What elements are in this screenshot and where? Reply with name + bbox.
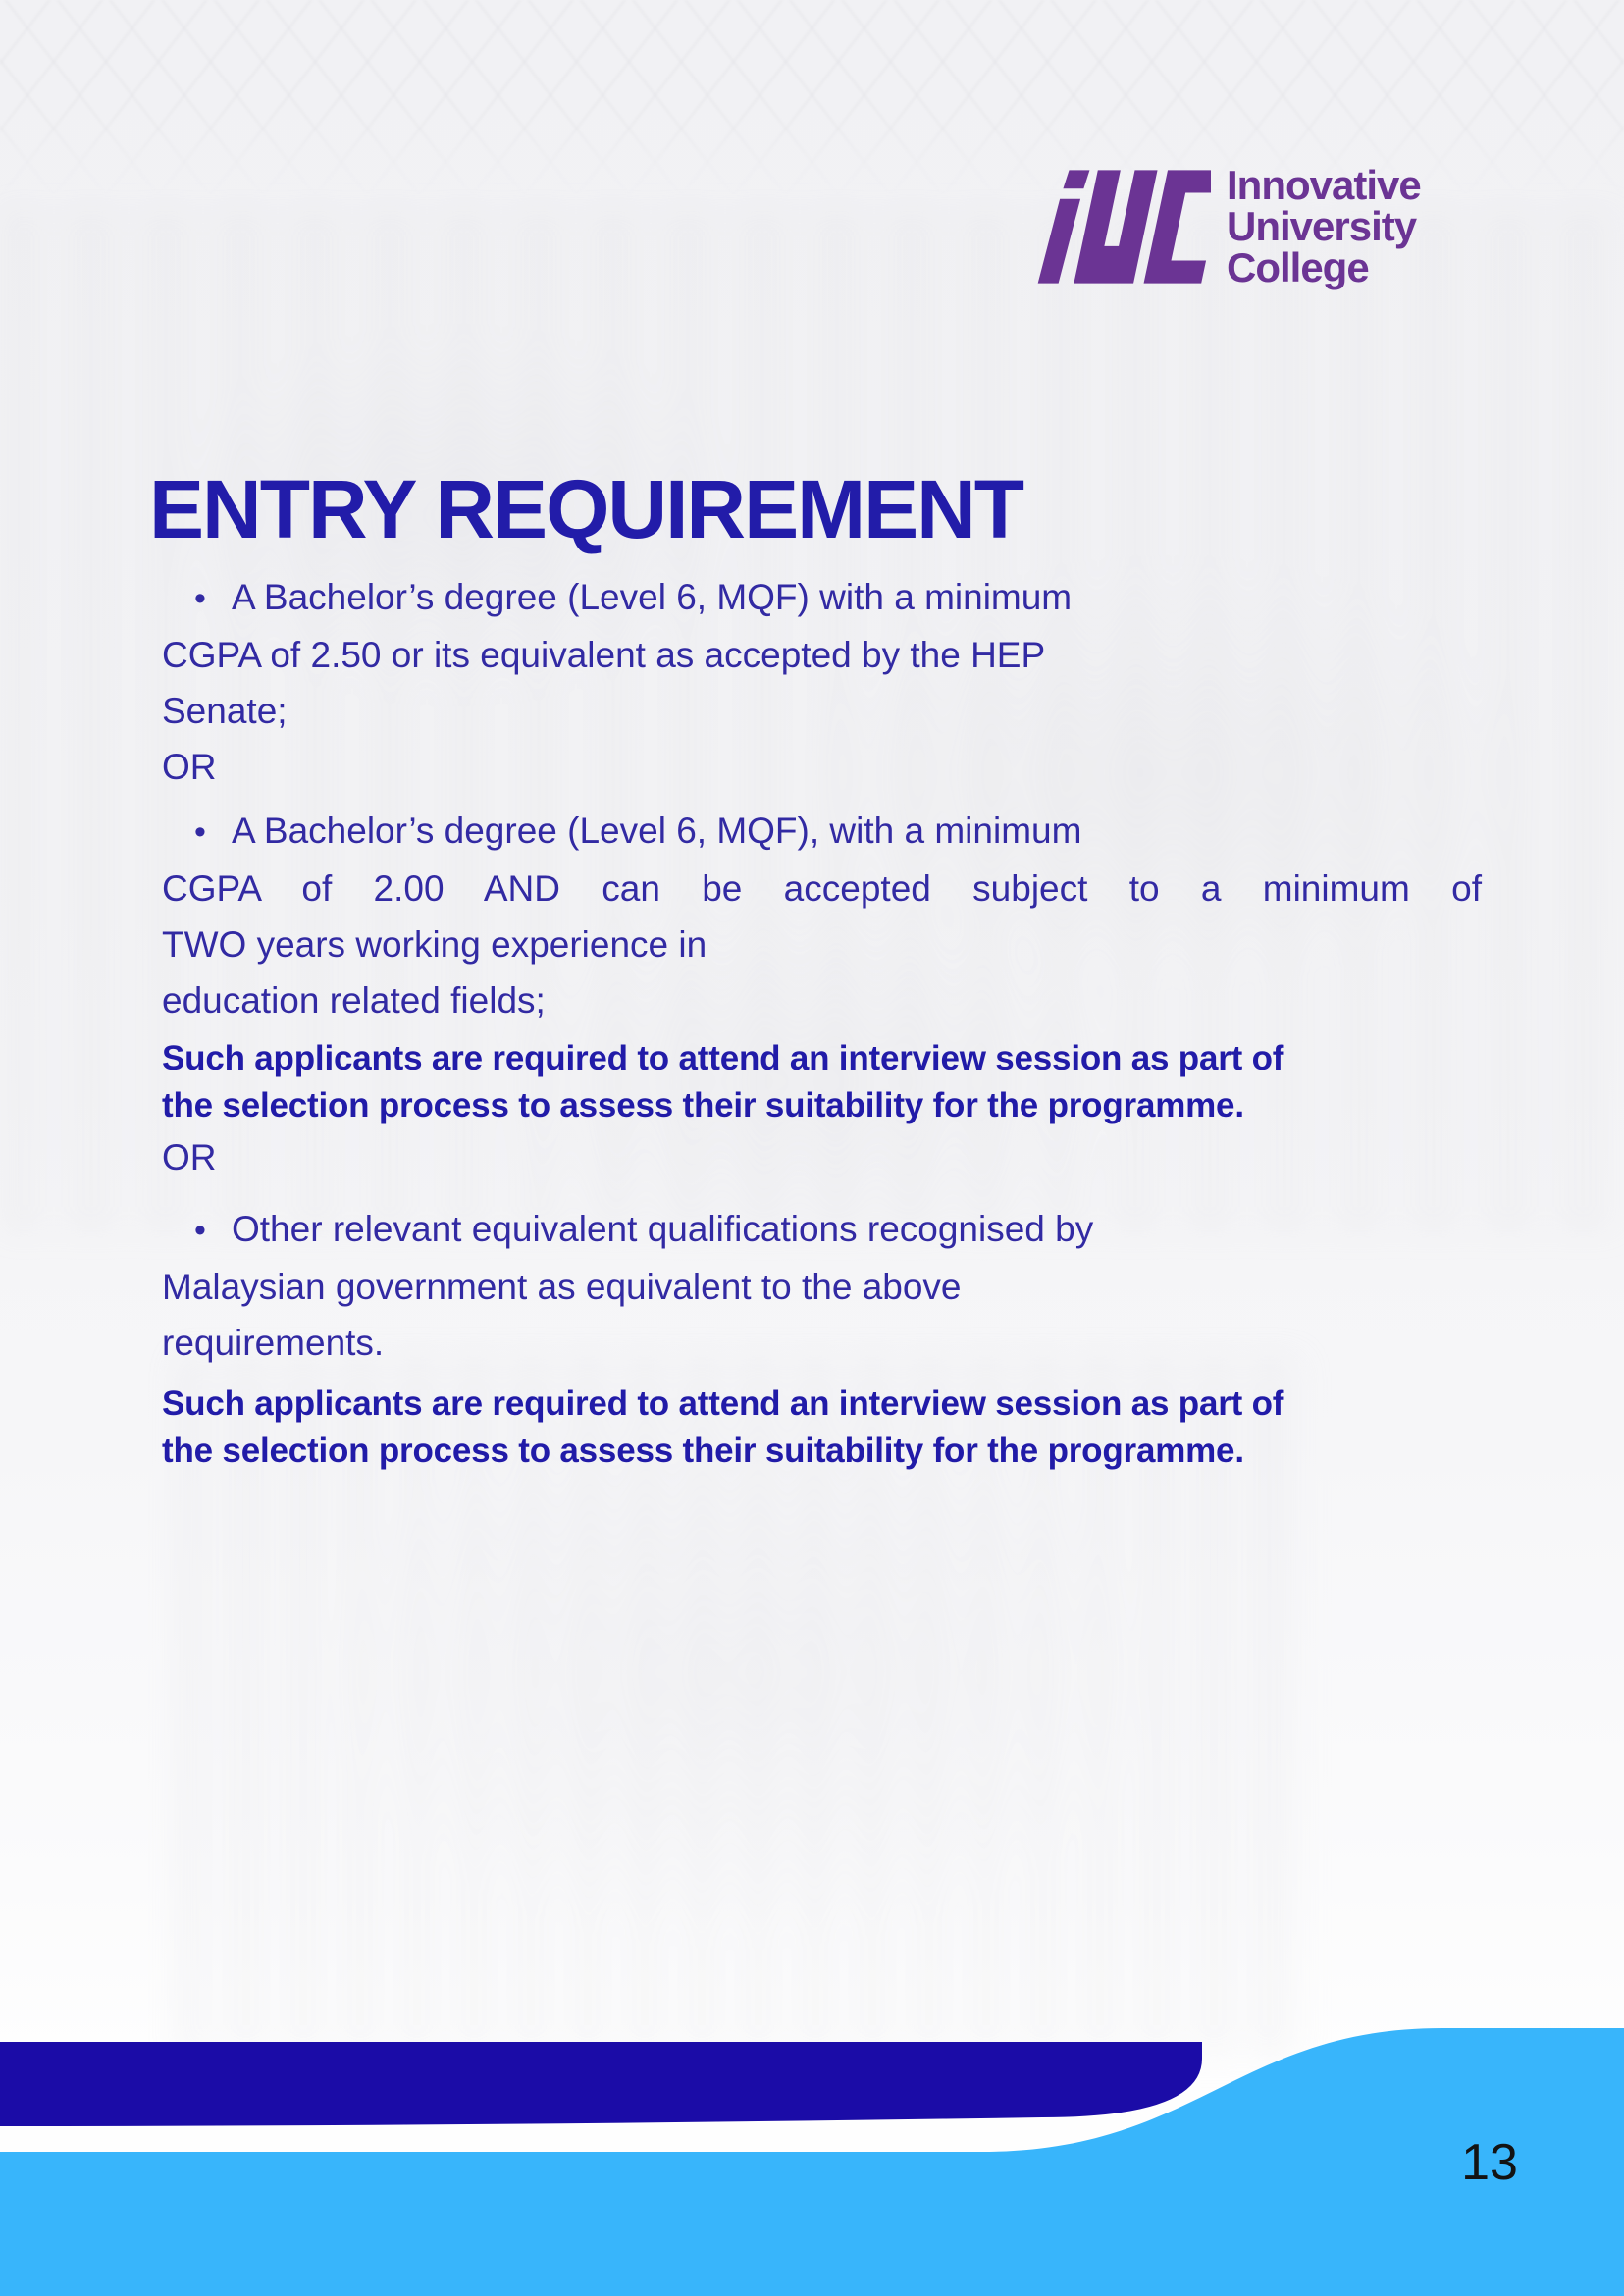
or-separator: OR bbox=[162, 747, 217, 787]
bullet-dot: • bbox=[194, 580, 206, 617]
iuc-monogram-icon bbox=[1036, 157, 1211, 296]
requirement-line: Senate; bbox=[162, 691, 288, 731]
requirement-line bbox=[162, 1201, 1482, 1259]
college-logo bbox=[1036, 157, 1421, 296]
college-name-line: University bbox=[1227, 203, 1417, 249]
requirement-line: TWO years working experience in bbox=[162, 924, 707, 965]
or-separator: OR bbox=[162, 1137, 217, 1177]
requirement-line: requirements. bbox=[162, 1323, 385, 1363]
requirement-line: Malaysian government as equivalent to the above bbox=[162, 1267, 962, 1307]
interview-note-line: Such applicants are required to attend an interview session as part of bbox=[162, 1384, 1284, 1423]
college-name-line: College bbox=[1227, 244, 1369, 290]
requirement-line bbox=[162, 803, 1482, 861]
college-name-line: Innovative bbox=[1227, 162, 1421, 208]
bullet-dot: • bbox=[194, 813, 206, 851]
requirement-line bbox=[162, 569, 1482, 627]
requirement-text: A Bachelor’s degree (Level 6, MQF) with a minimum bbox=[232, 577, 1073, 617]
interview-note-line: the selection process to assess their suitability for the programme. bbox=[162, 1432, 1244, 1470]
entry-requirements-text bbox=[162, 569, 1482, 1475]
requirement-line: education related fields; bbox=[162, 980, 546, 1020]
page-number: 13 bbox=[1461, 2134, 1518, 2191]
requirement-text: Other relevant equivalent qualifications recognised by bbox=[232, 1209, 1094, 1249]
requirement-text: A Bachelor’s degree (Level 6, MQF), with a minimum bbox=[232, 810, 1082, 851]
interview-note-line: Such applicants are required to attend an interview session as part of bbox=[162, 1039, 1284, 1077]
requirement-line: CGPA of 2.50 or its equivalent as accepted by the HEP bbox=[162, 635, 1046, 675]
interview-note-line: the selection process to assess their suitability for the programme. bbox=[162, 1086, 1244, 1124]
footer-wave-graphic bbox=[0, 2002, 1624, 2296]
bullet-dot: • bbox=[194, 1212, 206, 1249]
college-name bbox=[1227, 162, 1421, 290]
footer-navy-band bbox=[0, 2042, 1202, 2126]
requirement-line: CGPA of 2.00 AND can be accepted subject to a minimum of bbox=[162, 868, 1482, 909]
page-title: ENTRY REQUIREMENT bbox=[149, 463, 1023, 556]
